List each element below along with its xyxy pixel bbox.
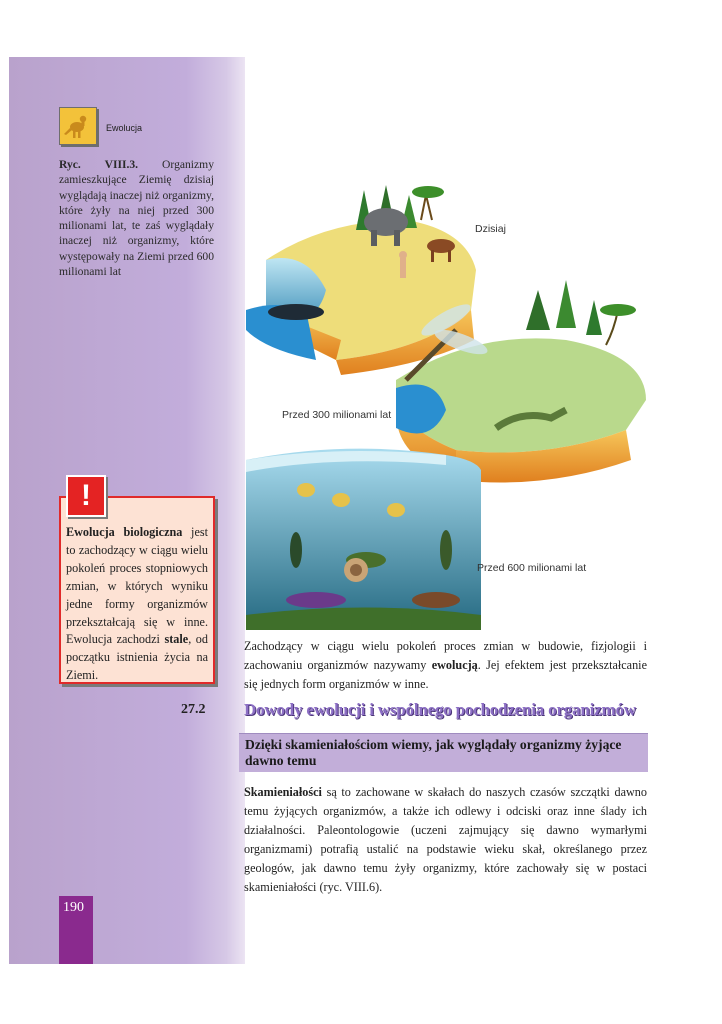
label-300-million: Przed 300 milionami lat (282, 409, 392, 421)
section-number: 27.2 (181, 702, 206, 717)
label-600-million: Przed 600 milionami lat (477, 562, 587, 574)
fossils-term: Skamieniałości (244, 785, 322, 799)
intro-paragraph: Zachodzący w ciągu wielu pokoleń proces zmian w budowie, fizjologii i zachowaniu organizmów nazywamy ewolucją. Jej efektem jest przekształcanie się jednych form organizmów w inne. (244, 639, 647, 691)
exclamation-icon: ! (66, 475, 106, 517)
definition-text: Ewolucja biologiczna jest to zachodzący w ciągu wielu pokoleń proces stopniowych zmian, w których wyniku jedne formy organizmów przekształcają się w inne. Ewolucja zachodzi stale, od początku istnienia życia na Ziemi. (66, 525, 208, 683)
page-number: 190 (59, 896, 93, 964)
fossils-paragraph: Skamieniałości są to zachowane w skałach do naszych czasów szczątki dawno temu żyjących organizmów, a także ich odlewy i odciski oraz inne ślady ich działalności. Paleontologowie (uczeni zajmujący się dawno wymarłymi organizmami) potrafią ustalić na podstawie wieku skał, określanego przez geologów, jak dawno temu żyły organizmy, które zachowały się w postaci skamieniałości (ryc. VIII.6). (244, 785, 647, 894)
caption-text: Organizmy zamieszkujące Ziemię dzisiaj wyglądają inaczej niż organizmy, które żyły na niej przed 300 milionami lat, te zaś wyglądały inaczej niż organizmy, które występowały na Ziemi przed 600 milionami lat (59, 158, 214, 279)
topic-label: Ewolucja (106, 123, 143, 133)
dinosaur-icon (59, 107, 97, 145)
section-title: Dowody ewolucji i wspólnego pochodzenia organizmów (244, 700, 636, 719)
subsection-title: Dzięki skamieniałościom wiemy, jak wyglądały organizmy żyjące dawno temu (245, 737, 622, 768)
intro-term: ewolucją (431, 657, 478, 672)
caption-label: Ryc. VIII.3. (59, 158, 139, 171)
definition-term-2: stale (164, 632, 189, 647)
subsection-banner (239, 733, 648, 772)
label-today: Dzisiaj (475, 223, 506, 235)
figure-caption (59, 157, 214, 279)
definition-term: Ewolucja biologiczna (66, 525, 183, 539)
evolution-illustration (246, 160, 666, 630)
